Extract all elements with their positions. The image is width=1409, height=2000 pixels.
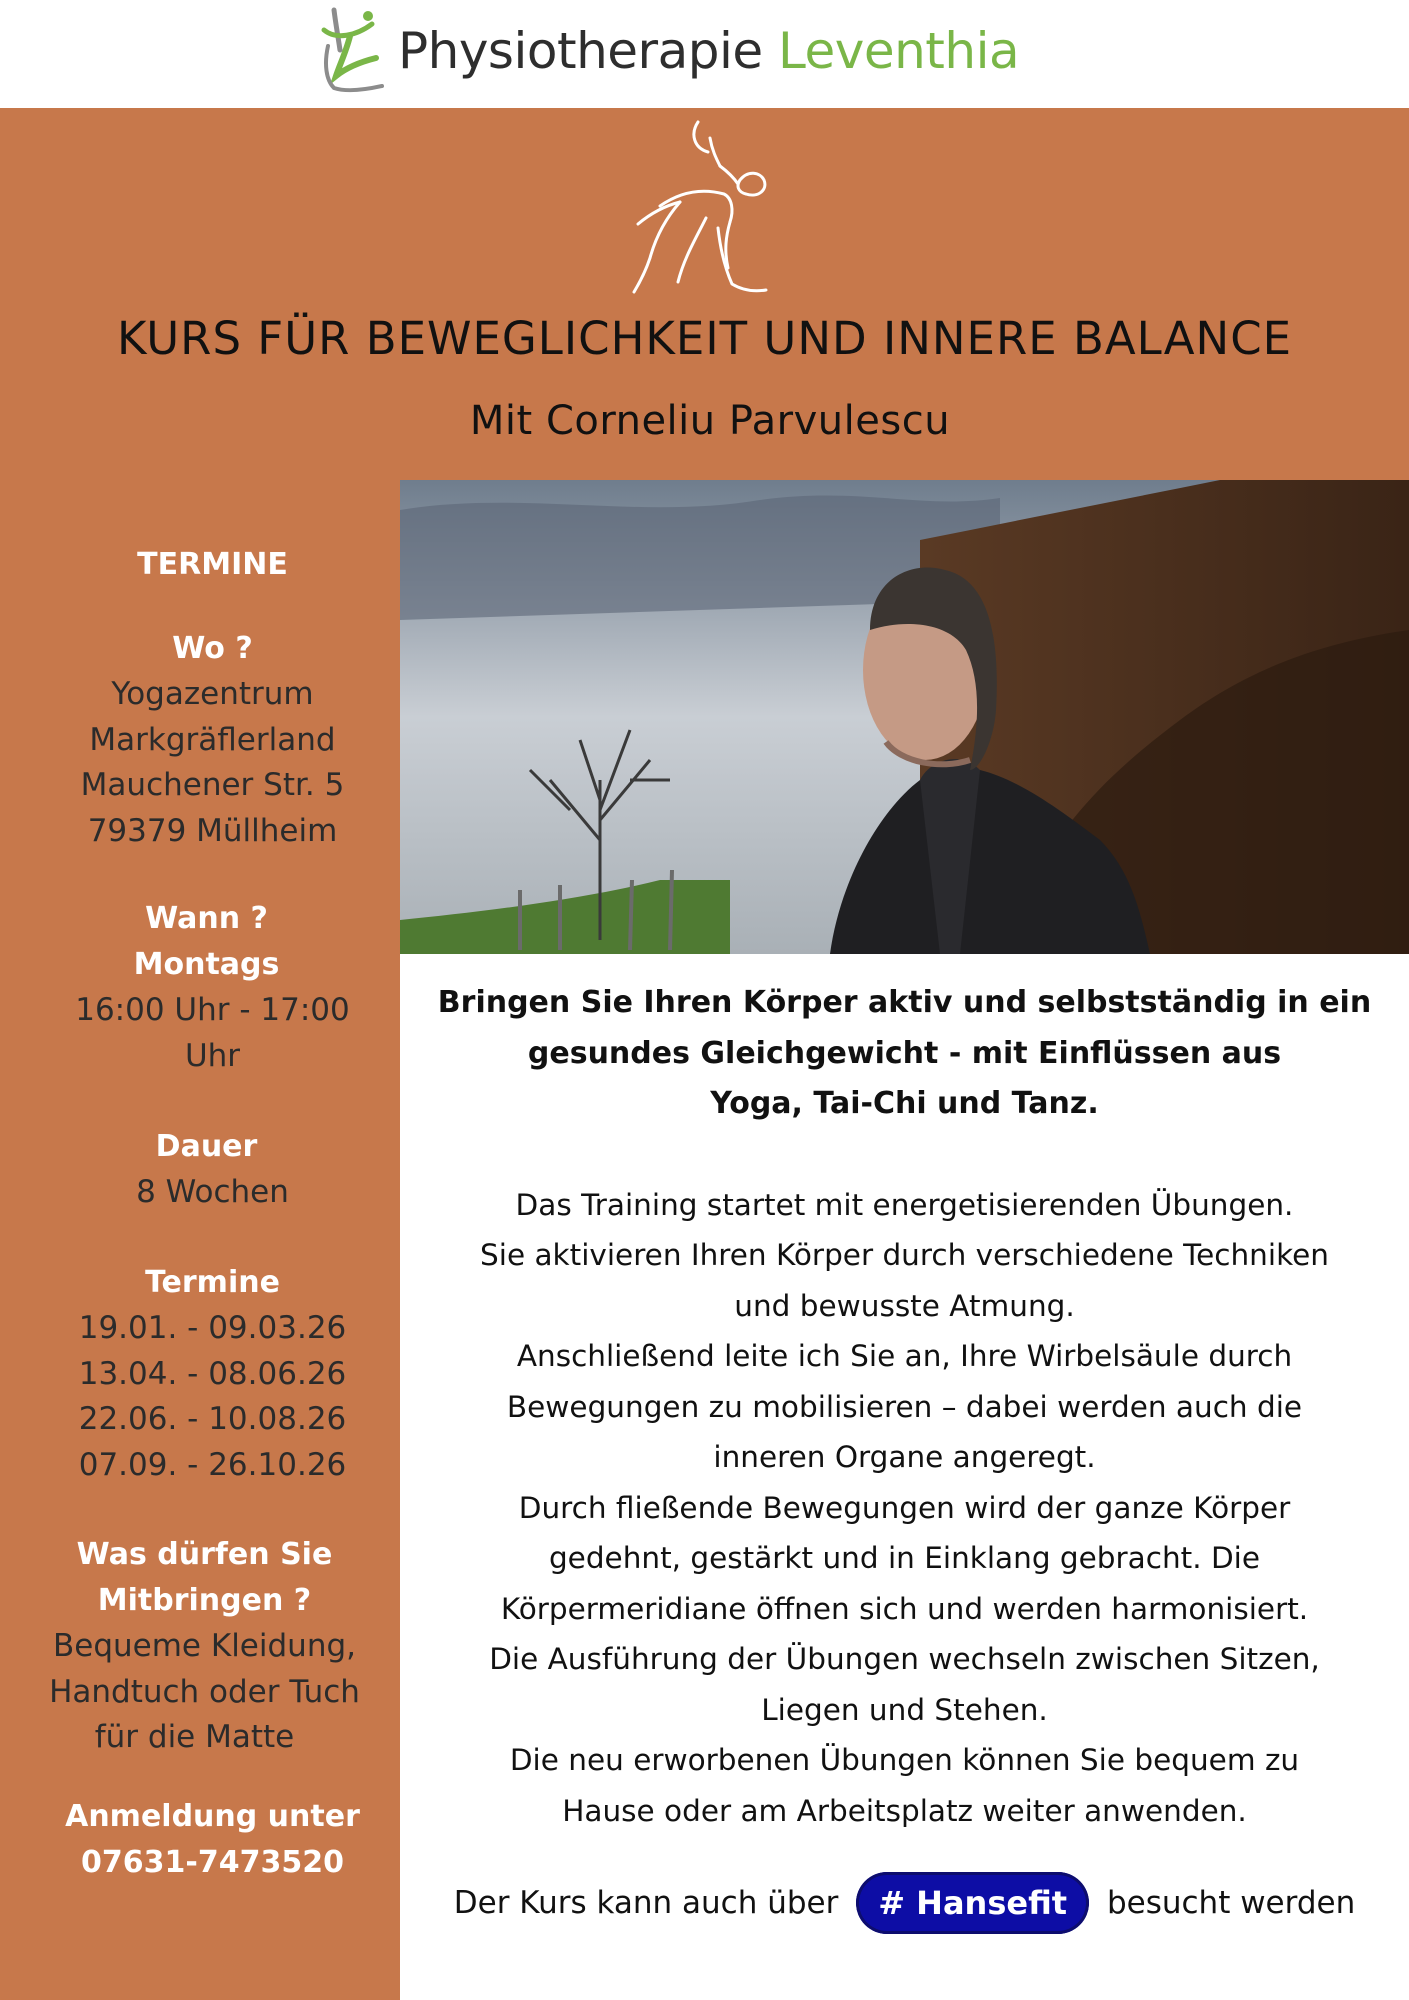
hansefit-badge[interactable]: # Hansefit bbox=[856, 1872, 1089, 1934]
hansefit-after: besucht werden bbox=[1106, 1885, 1356, 1921]
bring-label: Was dürfen Sie bbox=[76, 1537, 333, 1572]
body-line: gedehnt, gestärkt und in Einklang gebracht. Die bbox=[548, 1541, 1261, 1575]
body-line: Bewegungen zu mobilisieren – dabei werden auch die bbox=[506, 1389, 1303, 1424]
body-line: Die neu erworbenen Übungen können Sie bequem zu bbox=[509, 1743, 1300, 1777]
dancer-figure-icon bbox=[620, 118, 780, 298]
duration-label: Dauer bbox=[155, 1129, 258, 1164]
body-line: Liegen und Stehen. bbox=[761, 1692, 1048, 1727]
register-label: Anmeldung unter bbox=[65, 1799, 360, 1834]
body-line: Hause oder am Arbeitsplatz weiter anwenden. bbox=[562, 1793, 1247, 1828]
where-line: 79379 Müllheim bbox=[87, 812, 338, 849]
when-day: Montags bbox=[133, 947, 280, 982]
intro-line: gesundes Gleichgewicht - mit Einflüssen aus bbox=[527, 1035, 1282, 1071]
course-description bbox=[400, 978, 1409, 1836]
dates-label: Termine bbox=[145, 1265, 280, 1300]
where-label: Wo ? bbox=[172, 631, 253, 666]
when-block bbox=[0, 896, 419, 1079]
where-block bbox=[0, 626, 425, 854]
date-range: 19.01. - 09.03.26 bbox=[78, 1310, 347, 1346]
logo-icon bbox=[316, 6, 388, 94]
body-line: Körpermeridiane öffnen sich und werden harmonisiert. bbox=[500, 1591, 1309, 1626]
body-line: Die Ausführung der Übungen wechseln zwischen Sitzen, bbox=[489, 1642, 1320, 1676]
duration-block bbox=[0, 1124, 419, 1216]
intro-line: Bringen Sie Ihren Körper aktiv und selbstständig in ein bbox=[437, 985, 1372, 1020]
body-line: Durch fließende Bewegungen wird der ganze Körper bbox=[518, 1490, 1291, 1525]
bring-block bbox=[0, 1532, 417, 1761]
when-line: Uhr bbox=[184, 1037, 241, 1074]
dates-block bbox=[0, 1260, 425, 1488]
brand-name bbox=[398, 22, 1019, 80]
bring-label: Mitbringen ? bbox=[97, 1583, 312, 1618]
body-paragraph bbox=[400, 1180, 1409, 1837]
bring-line: Handtuch oder Tuch bbox=[49, 1673, 360, 1710]
where-line: Mauchener Str. 5 bbox=[80, 767, 345, 803]
date-range: 13.04. - 08.06.26 bbox=[78, 1355, 347, 1392]
course-subtitle: Mit Corneliu Parvulescu bbox=[469, 398, 951, 444]
brand-main: Physiotherapie bbox=[398, 22, 763, 80]
when-line: 16:00 Uhr - 17:00 bbox=[75, 992, 350, 1028]
date-range: 22.06. - 10.08.26 bbox=[78, 1401, 347, 1437]
bring-line: Bequeme Kleidung, bbox=[53, 1628, 356, 1664]
intro-paragraph bbox=[400, 978, 1409, 1130]
where-line: Yogazentrum bbox=[111, 676, 314, 712]
body-line: Sie aktivieren Ihren Körper durch verschiedene Techniken bbox=[480, 1238, 1329, 1272]
course-title: KURS FÜR BEWEGLICHKEIT UND INNERE BALANCE bbox=[116, 312, 1293, 365]
body-line: und bewusste Atmung. bbox=[734, 1288, 1075, 1323]
date-range: 07.09. - 26.10.26 bbox=[78, 1446, 347, 1483]
duration-value: 8 Wochen bbox=[136, 1174, 289, 1210]
register-phone[interactable]: 07631-7473520 bbox=[81, 1845, 344, 1880]
sidebar-heading: TERMINE bbox=[137, 547, 288, 582]
instructor-photo bbox=[400, 480, 1409, 954]
hansefit-note bbox=[400, 1872, 1409, 1934]
brand-accent: Leventhia bbox=[778, 22, 1020, 80]
header bbox=[0, 0, 1409, 108]
intro-line: Yoga, Tai-Chi und Tanz. bbox=[710, 1086, 1099, 1121]
where-line: Markgräflerland bbox=[89, 721, 336, 758]
bring-line: für die Matte bbox=[94, 1719, 295, 1755]
photo-scene bbox=[400, 480, 1409, 954]
register-block bbox=[0, 1794, 425, 1886]
when-label: Wann ? bbox=[145, 901, 268, 936]
hansefit-before: Der Kurs kann auch über bbox=[453, 1885, 839, 1921]
body-line: inneren Organe angeregt. bbox=[713, 1440, 1096, 1474]
body-line: Anschließend leite ich Sie an, Ihre Wirbelsäule durch bbox=[516, 1339, 1293, 1373]
sidebar-heading-block bbox=[0, 542, 425, 588]
body-line: Das Training startet mit energetisierenden Übungen. bbox=[515, 1187, 1294, 1222]
